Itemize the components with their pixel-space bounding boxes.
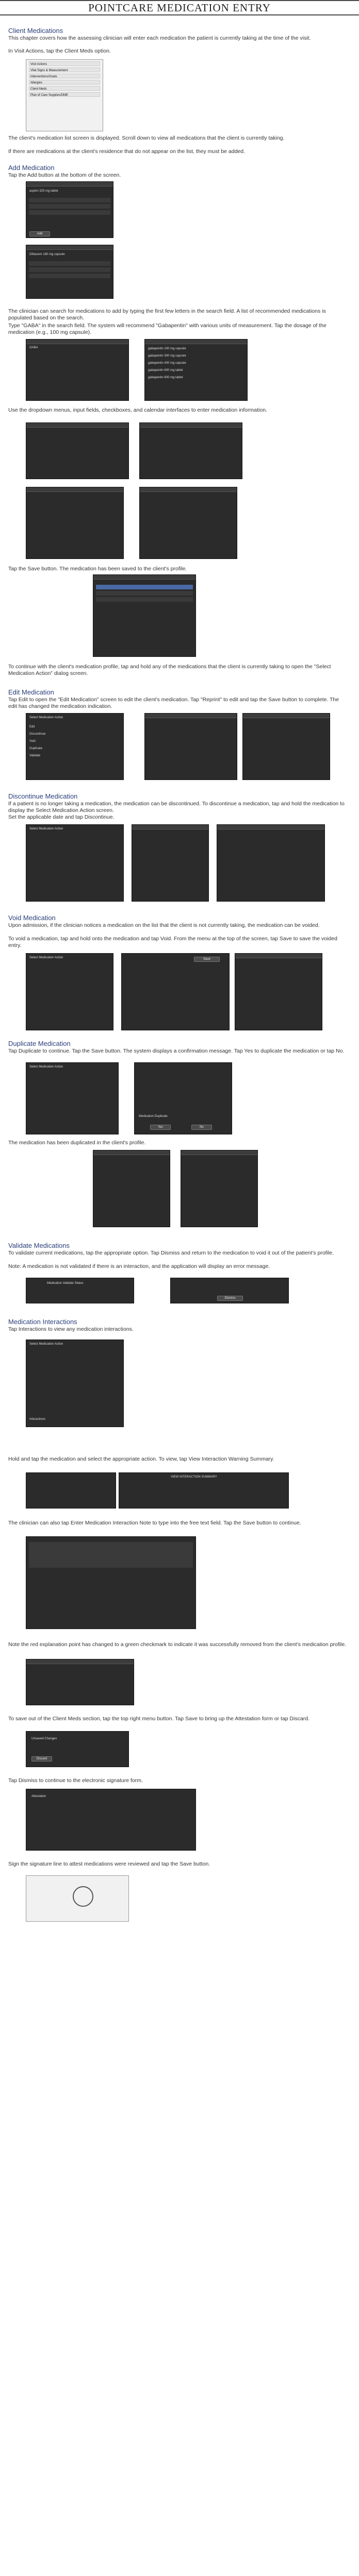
search-input[interactable]: GABA: [29, 346, 38, 349]
interaction-summary-screenshot: VIEW INTERACTION SUMMARY: [119, 1472, 289, 1509]
heading-discontinue-medication: Discontinue Medication: [8, 792, 78, 800]
signature-mark[interactable]: [73, 1886, 93, 1907]
para-add-6: To continue with the client's medication profile, tap and hold any of the medications that the client is currently taking to open the "Select Medication Action" dialog screen.: [8, 664, 331, 676]
para-discontinue-1: If a patient is no longer taking a medication, the medication can be discontinued. To discontinue a medication, tap and hold the medication to display the Select Medication Action screen.: [8, 801, 345, 814]
discontinue-action-screenshot: Select Medication Action: [26, 824, 124, 902]
duplicate-list-screenshot: [93, 1150, 170, 1227]
edit-result-screenshot: [242, 713, 330, 780]
select-action-screenshot: Select Medication Action Edit Discontinue Void Duplicate Validate: [26, 713, 124, 780]
duplicate-action-screenshot: Select Medication Action: [26, 1062, 119, 1134]
interaction-menu-screenshot: [26, 1472, 116, 1509]
duplicate-list-screenshot-2: [181, 1150, 258, 1227]
para-interactions-2: Hold and tap the medication and select the appropriate action. To view, tap View Interaction Warning Summary.: [8, 1456, 274, 1462]
edit-action[interactable]: Edit: [29, 725, 35, 728]
signature-screenshot: [26, 1875, 129, 1922]
para-validate-1: To validate current medications, tap the appropriate option. Tap Dismiss and return to the medication to void it out of the patient's profile.: [8, 1250, 334, 1256]
interaction-note-screenshot: [26, 1536, 196, 1629]
edit-form-screenshot: [144, 713, 237, 780]
interaction-resolved-screenshot: [26, 1659, 134, 1705]
save-button[interactable]: Save: [194, 957, 220, 962]
heading-client-medications: Client Medications: [8, 27, 63, 35]
para-interactions-1: Tap Interactions to view any medication interactions.: [8, 1326, 134, 1332]
para-client-meds-1: This chapter covers how the assessing clinician will enter each medication the patient is currently taking at the time of the visit.: [8, 35, 311, 41]
discard-button[interactable]: Discard: [31, 1756, 52, 1761]
visit-actions-label: Visit Actions: [30, 63, 47, 66]
yes-button[interactable]: Yes: [150, 1125, 171, 1130]
medication-form-screenshot-4: [139, 487, 237, 559]
interactions-action-screenshot: Select Medication Action Interactions: [26, 1340, 124, 1427]
heading-medication-interactions: Medication Interactions: [8, 1318, 77, 1326]
saved-med-list-screenshot: [93, 574, 196, 657]
para-add-1: Tap the Add button at the bottom of the screen.: [8, 172, 121, 178]
add-button[interactable]: Add: [29, 231, 50, 236]
unsaved-changes-screenshot: Unsaved Changes Discard: [26, 1731, 129, 1767]
para-interactions-3: The clinician can also tap Enter Medication Interaction Note to type into the free text field. Tap the Save button to continue.: [8, 1520, 301, 1526]
no-button[interactable]: No: [191, 1125, 212, 1130]
page-title: POINTCARE MEDICATION ENTRY: [0, 0, 359, 15]
validate-error-screenshot: [170, 1278, 289, 1303]
para-void-1: Upon admission, if the clinician notices a medication on the list that the client is not currently taking, the medication can be voided.: [8, 922, 320, 928]
para-add-4: Use the dropdown menus, input fields, checkboxes, and calendar interfaces to enter medication information.: [8, 407, 267, 413]
med-list-screenshot-2: Diltiazem 180 mg capsule: [26, 245, 113, 299]
duplicate-confirm-screenshot: Medication Duplicate Yes No: [134, 1062, 232, 1134]
para-duplicate-2: The medication has been duplicated in the client's profile.: [8, 1140, 146, 1146]
para-client-meds-4: If there are medications at the client's residence that do not appear on the list, they must be added.: [8, 148, 246, 155]
heading-validate-medications: Validate Medications: [8, 1242, 70, 1249]
heading-void-medication: Void Medication: [8, 914, 56, 922]
para-add-5: Tap the Save button. The medication has been saved to the client's profile.: [8, 566, 187, 572]
para-add-3: Type "GABA" in the search field. The system will recommend "Gabapentin" with various units of measurement. Tap the dosage of the medication (e.g., 100 mg capsule).: [8, 323, 327, 335]
heading-edit-medication: Edit Medication: [8, 688, 54, 696]
para-validate-2: Note: A medication is not validated if there is an interaction, and the application will display an error message.: [8, 1263, 270, 1269]
heading-duplicate-medication: Duplicate Medication: [8, 1040, 71, 1047]
para-void-2: To void a medication, tap and hold onto the medication and tap Void. From the menu at the top of the screen, tap Save to save the voided entry.: [8, 936, 337, 948]
medication-form-screenshot: [26, 422, 129, 479]
void-menu-screenshot: [121, 953, 230, 1030]
para-interactions-4: Note the red explanation point has changed to a green checkmark to indicate it was successfully removed from the client's medication profile.: [8, 1641, 347, 1648]
para-interactions-7: Sign the signature line to attest medications were reviewed and tap the Save button.: [8, 1861, 210, 1867]
void-action-screenshot: Select Medication Action: [26, 953, 113, 1030]
attestation-screenshot: Attestation: [26, 1789, 196, 1851]
medication-form-screenshot-3: [26, 487, 124, 559]
discontinued-med-screenshot: [217, 824, 325, 902]
para-edit-1: Tap Edit to open the "Edit Medication" screen to edit the client's medication. Tap "Reprint" to edit and tap the Save button to complete. The edit has changed the medication indication.: [8, 697, 339, 709]
visit-actions-screenshot: Visit Actions Vital Signs & Measurement Interventions/Goals Allergies Client Meds Plan of Care Supplies/DME: [26, 59, 103, 131]
para-client-meds-3: The client's medication list screen is displayed. Scroll down to view all medications that the client is currently taking.: [8, 135, 285, 141]
medication-form-screenshot-2: [139, 422, 242, 479]
med-list-screenshot: aspirin 325 mg tablet Add: [26, 181, 113, 238]
search-screenshot: [26, 339, 129, 401]
para-add-2: The clinician can search for medications to add by typing the first few letters in the search field. A list of recommended medications is populated based on the search.: [8, 308, 326, 321]
client-meds-option[interactable]: Client Meds: [30, 88, 47, 91]
para-discontinue-2: Set the applicable date and tap Discontinue.: [8, 814, 115, 820]
heading-add-medication: Add Medication: [8, 164, 55, 172]
search-results-screenshot: gabapentin 100 mg capsule gabapentin 300 mg capsule gabapentin 400 mg capsule gabapentin 600 mg tablet gabapentin 800 mg tablet: [144, 339, 248, 401]
para-interactions-5: To save out of the Client Meds section, tap the top right menu button. Tap Save to bring up the Attestation form or tap Discard.: [8, 1716, 310, 1722]
validate-status-screenshot: Medication Validate Status: [26, 1278, 134, 1303]
interactions-action[interactable]: Interactions: [29, 1418, 46, 1421]
para-interactions-6: Tap Dismiss to continue to the electronic signature form.: [8, 1777, 143, 1784]
para-client-meds-2: In Visit Actions, tap the Client Meds option.: [8, 48, 111, 54]
void-result-screenshot: [235, 953, 322, 1030]
para-duplicate-1: Tap Duplicate to continue. Tap the Save button. The system displays a confirmation message. Tap Yes to duplicate the medication or tap No.: [8, 1048, 345, 1054]
dismiss-button[interactable]: Dismiss: [217, 1296, 243, 1301]
calendar-screenshot: [132, 824, 209, 902]
